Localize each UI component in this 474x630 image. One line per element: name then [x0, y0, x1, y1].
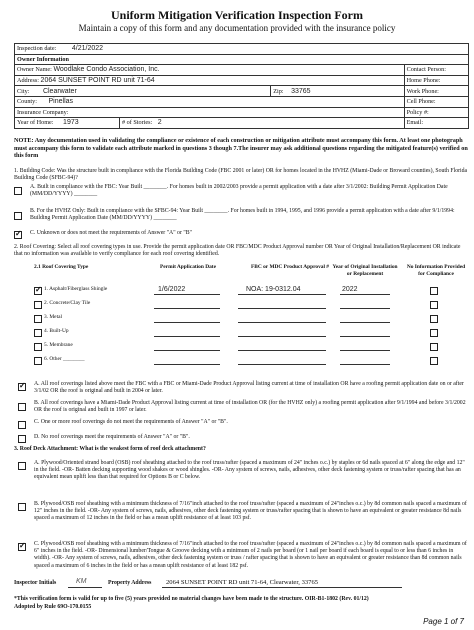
q2-d-text: D. No roof coverings meet the requirements of Answer "A" or "B". [34, 434, 190, 440]
inspection-date-cell: Inspection date: 4/21/2022 [15, 44, 469, 55]
q3-b-checkbox[interactable] [18, 503, 26, 511]
q2-c-checkbox[interactable] [18, 421, 26, 429]
q2-roof-covering: 2. Roof Covering: Select all roof covering types in use. Provide the permit application date OR FBC/MDC Product Approval number OR Year of Original Installation/Replacement OR indicate that no information was available to verify compliance for each roof covering identified. [14, 244, 461, 258]
property-address-value: 2064 SUNSET POINT RD unit 71-64, Clearwater, 33765 [166, 579, 319, 586]
q1-a-text: A. Built in compliance with the FBC: Year Built ________. For homes built in 2002/2003 provide a permit application with a date after 3/1/2002: Building Permit Application Date (MM/DD/YYYY) ________ [30, 184, 448, 198]
permit-date-line [154, 294, 220, 295]
permit-date-line [154, 308, 220, 309]
zip-value[interactable]: 33765 [291, 87, 311, 95]
year-line [340, 308, 390, 309]
year-line [340, 336, 390, 337]
permit-date-line [154, 364, 220, 365]
q2-b-checkbox[interactable] [18, 403, 26, 411]
form-title: Uniform Mitigation Verification Inspection Form [111, 8, 363, 22]
q1-building-code: 1. Building Code: Was the structure built in compliance with the Florida Building Code (FBC 2001 or later) OR for homes located in the HVHZ (Miami-Dade or Broward counties), South Florida Building Code (SFBC-94)? [14, 168, 468, 182]
county-value[interactable]: Pinellas [48, 98, 74, 106]
q2-a-checkbox[interactable] [18, 383, 26, 391]
q3-roof-deck: 3. Roof Deck Attachment: What is the weakest form of roof deck attachment? [14, 446, 206, 452]
roof-type-label: 1. Asphalt/Fiberglass Shingle [44, 286, 108, 292]
owner-info-table: Inspection date: 4/21/2022 Owner Information Owner Name: Woodlake Condo Association, Inc. Contact Person: Address: 2064 SUNSET POINT RD unit 71-64 Home Phone: City: Clearwater Zip: 33765 Work Phone: County: Pinellas Cell Phone: Insurance Company: Policy #: Year of Home: 1973 # of Stories: 2 Email: [14, 43, 469, 129]
permit-date-line [154, 322, 220, 323]
approval-value[interactable]: NOA: 19-0312.04 [246, 286, 301, 293]
q2-header-year: Year of Original Installation or Replacement [332, 264, 398, 278]
roof-type-label: 6. Other ________ [44, 356, 85, 362]
owner-name-value[interactable]: Woodlake Condo Association, Inc. [53, 66, 160, 74]
insurance-company-field[interactable]: Insurance Company: [15, 107, 405, 118]
q3-a-text: A. Plywood/Oriented strand board (OSB) roof sheathing attached to the roof truss/rafter (spaced a maximum of 24" inches o.c.) by staples or 6d nails spaced at 6" along the edge and 12" in the field. -OR- Batten decking supporting wood shakes or wood shingles. -OR- Any system of screws, nails, adhesives, other deck fastening system or truss/rafter spacing that has an equivalent mean uplift less than that required for Options B or C below. [34, 460, 465, 481]
q3-c-text: C. Plywood/OSB roof sheathing with a minimum thickness of 7/16"inch attached to the roof truss/rafter (spaced a maximum of 24"inches o.c.) by 8d common nails spaced a maximum of 6" inches in the field. -OR- Dimensional lumber/Tongue & Groove decking with a minimum of 2 nails per board (or 1 nail per board if each board is equal to or less than 6 inches in width). -OR- Any system of screws, nails, adhesives, other deck fastening system or truss / rafter spacing that is shown to have an equivalent or greater resistance than 8d common nails spaced a maximum of 6 inches in the field or has a mean uplift resistance of at least 182 psf. [34, 541, 467, 569]
roof-type-label: 4. Built-Up [44, 328, 69, 334]
stories-value[interactable]: 2 [157, 119, 162, 127]
no-info-checkbox[interactable] [430, 315, 438, 323]
no-info-checkbox[interactable] [430, 287, 438, 295]
work-phone-field[interactable]: Work Phone: [404, 86, 468, 97]
approval-line [238, 364, 326, 365]
q3-a-checkbox[interactable] [18, 462, 26, 470]
year-line [340, 322, 390, 323]
q2-a-text: A. All roof coverings listed above meet the FBC with a FBC or Miami-Dade Product Approval listing current at time of installation OR have a roofing permit application date on or after 3/1/02 OR the roof is original and built in 2004 or later. [34, 381, 464, 395]
approval-line [238, 322, 326, 323]
initials-line [68, 587, 102, 588]
email-field[interactable]: Email: [404, 118, 468, 129]
adoption-note: Adopted by Rule 69O-170.0155 [14, 604, 92, 610]
inspector-initials-label: Inspector Initials [14, 580, 57, 586]
home-phone-field[interactable]: Home Phone: [404, 75, 468, 86]
q2-b-text: B. All roof coverings have a Miami-Dade Product Approval listing current at time of installation OR (for the HVHZ only) a roofing permit application after 9/1/1994 and before 3/1/2002 OR the roof is original and built in 1997 or later. [34, 400, 466, 414]
q1-c-text: C. Unknown or does not meet the requirements of Answer "A" or "B" [30, 230, 192, 236]
validity-note: *This verification form is valid for up to five (5) years provided no material changes have been made to the structure. OIR-B1-1802 (Rev. 01/12) [14, 596, 369, 602]
q2-header-approval: FBC or MDC Product Approval # [250, 264, 330, 270]
roof-type-checkbox[interactable] [34, 301, 42, 309]
property-line [162, 587, 402, 588]
q3-c-checkbox[interactable] [18, 543, 26, 551]
year-line [340, 350, 390, 351]
roof-type-label: 5. Membrane [44, 342, 73, 348]
year-value[interactable]: 2022 [342, 286, 358, 293]
approval-line [238, 336, 326, 337]
no-info-checkbox[interactable] [430, 301, 438, 309]
roof-type-checkbox[interactable] [34, 357, 42, 365]
contact-person-field[interactable]: Contact Person: [404, 65, 468, 76]
form-subtitle: Maintain a copy of this form and any documentation provided with the insurance policy [78, 23, 396, 33]
approval-line [238, 308, 326, 309]
q2-header-type: 2.1 Roof Covering Type [34, 264, 89, 270]
roof-type-checkbox[interactable] [34, 343, 42, 351]
owner-info-heading: Owner Information [15, 54, 469, 65]
cell-phone-field[interactable]: Cell Phone: [404, 96, 468, 107]
documentation-note: NOTE: Any documentation used in validating the compliance or existence of each construction or mitigation attribute must accompany this form. At least one photograph must accompany this form to validate each attribute marked in questions 3 though 7.The insurer may ask additional questions regarding the mitigated feature(s) verified on this form [14, 137, 468, 159]
property-address-label: Property Address [108, 580, 152, 586]
q2-header-noinfo: No Information Provided for Compliance [406, 264, 466, 278]
year-line [340, 294, 390, 295]
q2-c-text: C. One or more roof coverings do not meet the requirements of Answer "A" or "B". [34, 419, 228, 425]
city-value[interactable]: Clearwater [42, 87, 77, 95]
approval-line [238, 350, 326, 351]
q1-c-checkbox[interactable] [14, 231, 22, 239]
inspection-date-value[interactable]: 4/21/2022 [71, 45, 104, 53]
no-info-checkbox[interactable] [430, 329, 438, 337]
roof-type-checkbox[interactable] [34, 287, 42, 295]
year-line [340, 364, 390, 365]
page-number: Page 1 of 7 [423, 617, 464, 626]
inspector-initials-value[interactable]: KM [76, 578, 87, 585]
roof-type-label: 3. Metal [44, 314, 62, 320]
permit-date-line [154, 336, 220, 337]
roof-type-label: 2. Concrete/Clay Tile [44, 300, 91, 306]
permit-date-line [154, 350, 220, 351]
q1-b-checkbox[interactable] [14, 212, 22, 220]
permit-date-value[interactable]: 1/6/2022 [158, 286, 186, 293]
roof-type-checkbox[interactable] [34, 329, 42, 337]
q3-b-text: B. Plywood/OSB roof sheathing with a minimum thickness of 7/16"inch attached to the roof truss/rafter (spaced a maximum of 24"inches o.c.) by 8d common nails spaced a maximum of 12" inches in the field. -OR- Any system of screws, nails, adhesives, other deck fastening system or truss/rafter spacing that is shown to have an equivalent or greater resistance 8d nails spaced a maximum of 12 inches in the field or has a mean uplift resistance of at least 103 psf. [34, 501, 467, 522]
q2-header-date: Permit Application Date [160, 264, 216, 270]
no-info-checkbox[interactable] [430, 343, 438, 351]
year-of-home-value[interactable]: 1973 [63, 119, 79, 127]
roof-type-checkbox[interactable] [34, 315, 42, 323]
no-info-checkbox[interactable] [430, 357, 438, 365]
policy-field[interactable]: Policy #: [404, 107, 468, 118]
q1-a-checkbox[interactable] [14, 187, 22, 195]
address-value[interactable]: 2064 SUNSET POINT RD unit 71-64 [40, 77, 155, 85]
approval-line [238, 294, 326, 295]
q2-d-checkbox[interactable] [18, 435, 26, 443]
q1-b-text: B. For the HVHZ Only: Built in compliance with the SFBC-94: Year Built ________. For homes built in 1994, 1995, and 1996 provide a permit application with a date after 9/1/1994: Building Permit Application Date (MM/DD/YYYY) ________ [30, 208, 455, 222]
